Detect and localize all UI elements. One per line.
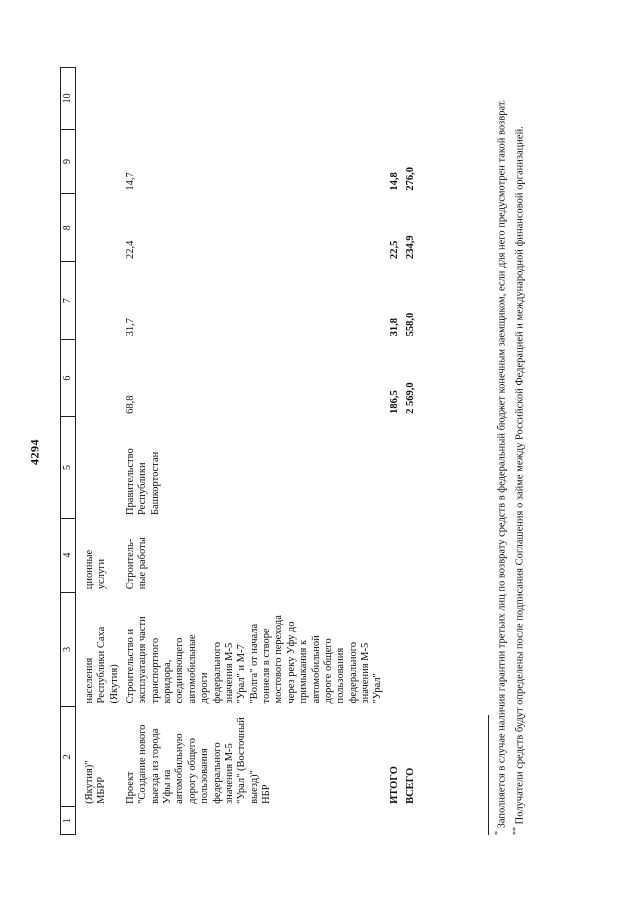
col-number-1: 1 (61, 807, 76, 835)
total-col8: 234,9 (405, 235, 417, 259)
project-purpose: Строительство и эксплуатация части транспортного коридора, соединяющего автомобильные дороги федерального значения М-5 "Урал" и М-7 "Волга" от начала тоннеля в створе мостового перехода через реку Уфу до примыкания к автомобильной дороге общего пользования федерального значения М-5 "Урал" (124, 615, 384, 704)
value-col7 (82, 262, 123, 339)
col-number-7: 7 (61, 262, 76, 339)
footnote-text: Получатели средств будут определены после подписания Соглашения о займе между Российской Федерацией и международной финансовой организацией. (514, 126, 526, 825)
totals-row-vsego (403, 68, 419, 835)
footnote-2 (511, 45, 527, 835)
footnote-mark: * (493, 831, 502, 835)
project-purpose: населения Республики Саха (Якутия) (83, 626, 120, 704)
totals-label: ВСЕГО (405, 767, 417, 804)
totals-label: ИТОГО (388, 766, 400, 804)
total-col7: 31,8 (388, 318, 400, 337)
total-col6: 186,5 (388, 390, 400, 414)
total-col10 (403, 68, 419, 130)
value-col6 (82, 339, 123, 416)
value-col10 (123, 68, 387, 130)
total-col9: 14,8 (388, 172, 400, 191)
total-col9: 276,0 (405, 167, 417, 191)
col-number-10: 10 (61, 68, 76, 130)
col-number-8: 8 (61, 194, 76, 262)
column-number-row (61, 68, 76, 835)
value-col9: 14,7 (124, 172, 136, 191)
footnote-text: Заполняется в случае наличия гарантии третьих лиц по возврату средств в федеральный бюджет конечным заемщиком, если для него предусмотрен такой возврат. (496, 99, 508, 829)
page-number: 4294 (27, 439, 42, 465)
col-number-5: 5 (61, 417, 76, 518)
project-name: (Якутия)" МБРР (83, 760, 108, 804)
value-col7: 31,7 (124, 318, 136, 337)
col-number-9: 9 (61, 129, 76, 193)
recipient: Правительство Республики Башкортостан (124, 448, 161, 516)
footnote-1 (493, 45, 509, 835)
col-number-4: 4 (61, 518, 76, 592)
loans-table (60, 67, 420, 835)
totals-row-itogo (387, 68, 403, 835)
col-number-6: 6 (61, 339, 76, 416)
work-type: Строитель- ные работы (124, 537, 149, 590)
total-col6: 2 569,0 (405, 382, 417, 414)
value-col10 (82, 68, 123, 130)
row-index (82, 807, 123, 835)
project-name: Проект "Создание нового выезда из города Уфы на автомобильную дорогу общего пользования федерального значения М-5 "Урал" (Восточный выезд)" НБР (124, 717, 273, 804)
value-col9 (82, 129, 123, 193)
value-col6: 68,8 (124, 395, 136, 414)
footnote-divider (488, 715, 489, 835)
col-number-2: 2 (61, 706, 76, 806)
total-col10 (387, 68, 403, 130)
total-col8: 22,5 (388, 240, 400, 259)
value-col8: 22,4 (124, 240, 136, 259)
footnotes (488, 45, 529, 835)
footnote-mark: ** (511, 827, 521, 835)
work-type: ционные услуги (83, 549, 108, 590)
row-index (123, 807, 387, 835)
table-row (123, 68, 387, 835)
recipient (82, 417, 123, 518)
value-col8 (82, 194, 123, 262)
col-number-3: 3 (61, 592, 76, 706)
table-row (82, 68, 123, 835)
total-col7: 558,0 (405, 312, 417, 337)
